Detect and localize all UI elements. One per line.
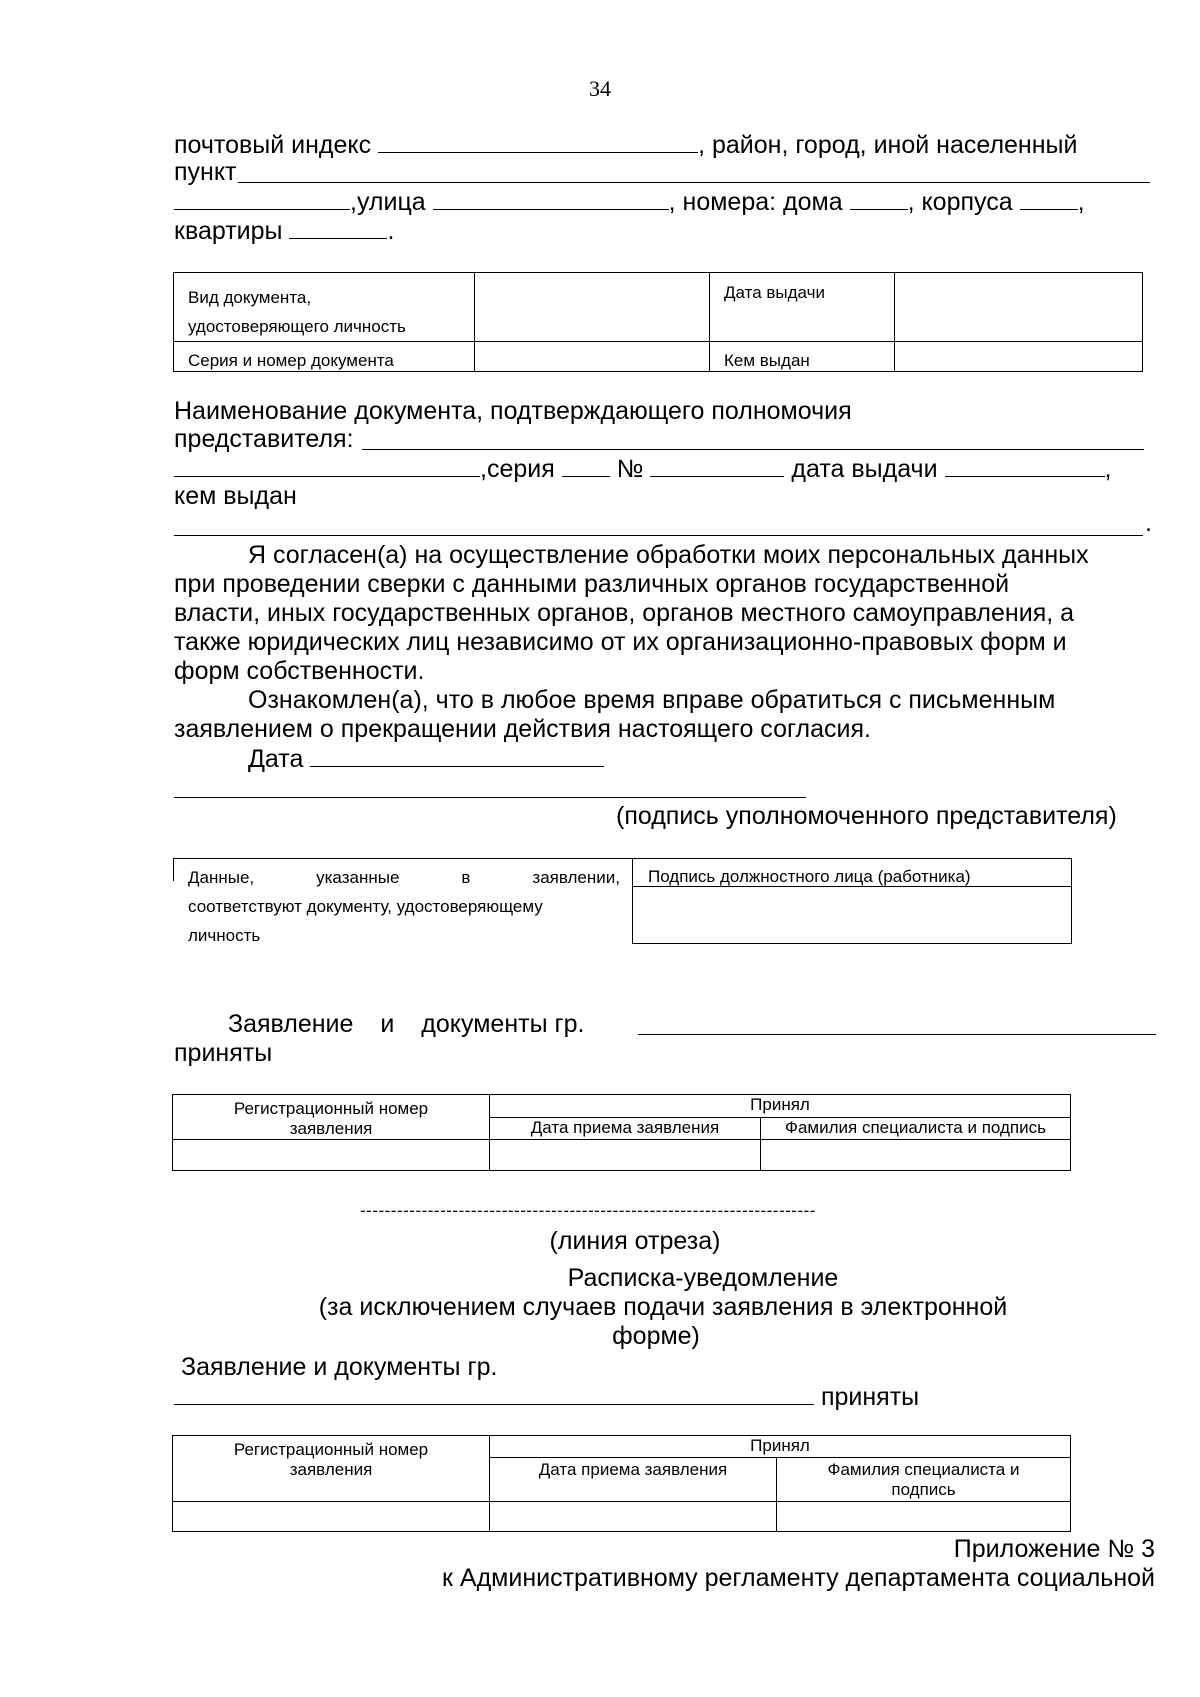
reg-number-label: Регистрационный номер заявления bbox=[233, 1099, 429, 1138]
address-line-3 bbox=[174, 187, 1085, 216]
postal-index-label: почтовый индекс bbox=[174, 131, 372, 159]
verify-word: в bbox=[461, 868, 471, 887]
date-field[interactable] bbox=[310, 744, 604, 767]
receipt-subtitle-1: (за исключением случаев подачи заявления в электронной bbox=[318, 1293, 1008, 1321]
house-number-label: , номера: дома bbox=[668, 188, 843, 216]
receipt-accepted-label: приняты bbox=[820, 1383, 920, 1411]
accepted-word: документы гр. bbox=[421, 1010, 585, 1038]
comma: , bbox=[1077, 188, 1085, 216]
consent-line-3: власти, иных государственных органов, органов местного самоуправления, а bbox=[174, 599, 1075, 627]
address-line-1 bbox=[174, 130, 1077, 159]
specialist-header-label: Фамилия специалиста и подпись bbox=[827, 1460, 1020, 1499]
receipt-subtitle-2: форме) bbox=[612, 1322, 700, 1350]
appendix-line-1: Приложение № 3 bbox=[953, 1535, 1155, 1563]
informed-line-1: Ознакомлен(а), что в любое время вправе обратиться с письменным bbox=[248, 686, 1056, 714]
official-signature-field[interactable] bbox=[633, 887, 1071, 943]
date-value[interactable] bbox=[490, 1140, 761, 1171]
apartment-label: квартиры bbox=[174, 217, 283, 245]
date-label: Дата bbox=[248, 745, 304, 773]
official-signature-header bbox=[633, 859, 1071, 887]
official-signature-box bbox=[632, 858, 1072, 944]
specialist-header bbox=[761, 1117, 1071, 1140]
verify-line-2: соответствуют документу, удостоверяющему bbox=[188, 897, 543, 916]
reg-number-value[interactable] bbox=[173, 1140, 490, 1171]
date-header bbox=[490, 1458, 777, 1502]
authority-doc-field-cont[interactable] bbox=[174, 454, 480, 477]
authority-issue-date-label: дата выдачи bbox=[791, 455, 938, 483]
receipt-title: Расписка-уведомление bbox=[567, 1264, 839, 1292]
series-number-label: Серия и номер документа bbox=[188, 351, 394, 370]
period: . bbox=[1145, 509, 1152, 537]
doc-type-value[interactable] bbox=[475, 273, 710, 342]
authority-doc-line-1: Наименование документа, подтверждающего полномочия bbox=[174, 397, 852, 425]
accepted-label: приняты bbox=[174, 1039, 273, 1067]
number-label: № bbox=[616, 455, 644, 483]
cut-line: -------------------------------------------------------------------------- bbox=[360, 1201, 816, 1220]
series-number-cell bbox=[174, 342, 475, 372]
representative-signature-field[interactable] bbox=[174, 797, 806, 798]
date-header-label: Дата приема заявления bbox=[530, 1117, 720, 1137]
receipt-applicant-field[interactable] bbox=[174, 1382, 814, 1405]
reg-number-header bbox=[173, 1436, 490, 1502]
id-document-table bbox=[173, 272, 1143, 372]
verify-line-3: личность bbox=[188, 926, 261, 945]
doc-type-label-2: удостоверяющего личность bbox=[188, 317, 406, 336]
accepted-header bbox=[490, 1436, 1071, 1458]
date-header-label: Дата приема заявления bbox=[538, 1460, 728, 1479]
doc-type-cell bbox=[174, 273, 475, 342]
date-line bbox=[248, 744, 604, 773]
receipt-line-1: Заявление и документы гр. bbox=[181, 1353, 498, 1381]
series-number-value[interactable] bbox=[475, 342, 710, 372]
specialist-header bbox=[777, 1458, 1071, 1502]
cut-line-label: (линия отреза) bbox=[549, 1227, 721, 1255]
verify-word: заявлении, bbox=[532, 868, 620, 887]
doc-type-label: Вид документа, bbox=[188, 288, 312, 307]
consent-line-4: также юридических лиц независимо от их организационно-правовых форм и bbox=[174, 628, 1067, 656]
locality-field-cont[interactable] bbox=[174, 187, 350, 210]
district-city-label: , район, город, иной населенный bbox=[698, 131, 1078, 159]
authority-doc-line-2: представителя: bbox=[174, 425, 354, 453]
period: . bbox=[387, 217, 395, 245]
building-label: , корпуса bbox=[907, 188, 1013, 216]
issued-by-cell bbox=[710, 342, 895, 372]
date-header bbox=[490, 1117, 761, 1140]
official-signature-label: Подпись должностного лица (работника) bbox=[648, 867, 971, 886]
informed-line-2: заявлением о прекращении действия настоящего согласия. bbox=[174, 715, 871, 743]
specialist-header-label: Фамилия специалиста и подпись bbox=[785, 1117, 1046, 1137]
locality-label: пункт bbox=[174, 158, 237, 186]
street-field[interactable] bbox=[433, 187, 669, 210]
locality-field[interactable] bbox=[238, 182, 1150, 183]
authority-issued-by-field[interactable] bbox=[174, 535, 1143, 536]
apartment-field[interactable] bbox=[289, 216, 387, 239]
specialist-value[interactable] bbox=[777, 1502, 1071, 1532]
verify-word: Данные, bbox=[188, 868, 255, 887]
postal-index-field[interactable] bbox=[378, 130, 698, 153]
series-label: ,серия bbox=[480, 455, 555, 483]
street-label: ,улица bbox=[350, 188, 426, 216]
verify-line-1 bbox=[188, 868, 620, 888]
consent-line-1: Я согласен(а) на осуществление обработки моих персональных данных bbox=[248, 541, 1089, 569]
accepted-header-label: Принял bbox=[750, 1436, 810, 1455]
issue-date-value[interactable] bbox=[895, 273, 1143, 342]
issued-by-value[interactable] bbox=[895, 342, 1143, 372]
appendix-line-2: к Административному регламенту департамента социальной bbox=[442, 1564, 1155, 1592]
number-field[interactable] bbox=[650, 454, 784, 477]
authority-issued-by-label: кем выдан bbox=[174, 482, 297, 510]
house-field[interactable] bbox=[850, 187, 908, 210]
issued-by-label: Кем выдан bbox=[724, 351, 810, 370]
page-number: 34 bbox=[589, 76, 611, 101]
reg-number-value[interactable] bbox=[173, 1502, 490, 1532]
accepted-line-1 bbox=[228, 1010, 584, 1038]
accepted-header-label: Принял bbox=[750, 1095, 810, 1114]
address-line-4 bbox=[174, 216, 394, 245]
authority-doc-line-3 bbox=[174, 454, 1111, 483]
authority-doc-field[interactable] bbox=[362, 449, 1144, 450]
issue-date-cell bbox=[710, 273, 895, 342]
authority-issue-date-field[interactable] bbox=[945, 454, 1105, 477]
consent-line-2: при проведении сверки с данными различных органов государственной bbox=[174, 570, 1010, 598]
receipt-line-2 bbox=[174, 1382, 919, 1411]
accepted-word: и bbox=[380, 1010, 395, 1038]
date-value[interactable] bbox=[490, 1502, 777, 1532]
accepted-word: Заявление bbox=[228, 1010, 354, 1038]
registration-table-1 bbox=[172, 1094, 1071, 1171]
specialist-value[interactable] bbox=[761, 1140, 1071, 1171]
comma: , bbox=[1104, 455, 1112, 483]
signature-caption: (подпись уполномоченного представителя) bbox=[616, 802, 1117, 830]
verify-word: указанные bbox=[316, 868, 400, 887]
applicant-name-field[interactable] bbox=[638, 1034, 1156, 1035]
reg-number-header bbox=[173, 1095, 490, 1140]
issue-date-label: Дата выдачи bbox=[724, 283, 825, 302]
series-field[interactable] bbox=[562, 454, 610, 477]
registration-table-2 bbox=[172, 1435, 1071, 1532]
accepted-header bbox=[490, 1095, 1071, 1118]
consent-line-5: форм собственности. bbox=[174, 657, 425, 685]
reg-number-label: Регистрационный номер заявления bbox=[233, 1440, 429, 1479]
building-field[interactable] bbox=[1020, 187, 1078, 210]
